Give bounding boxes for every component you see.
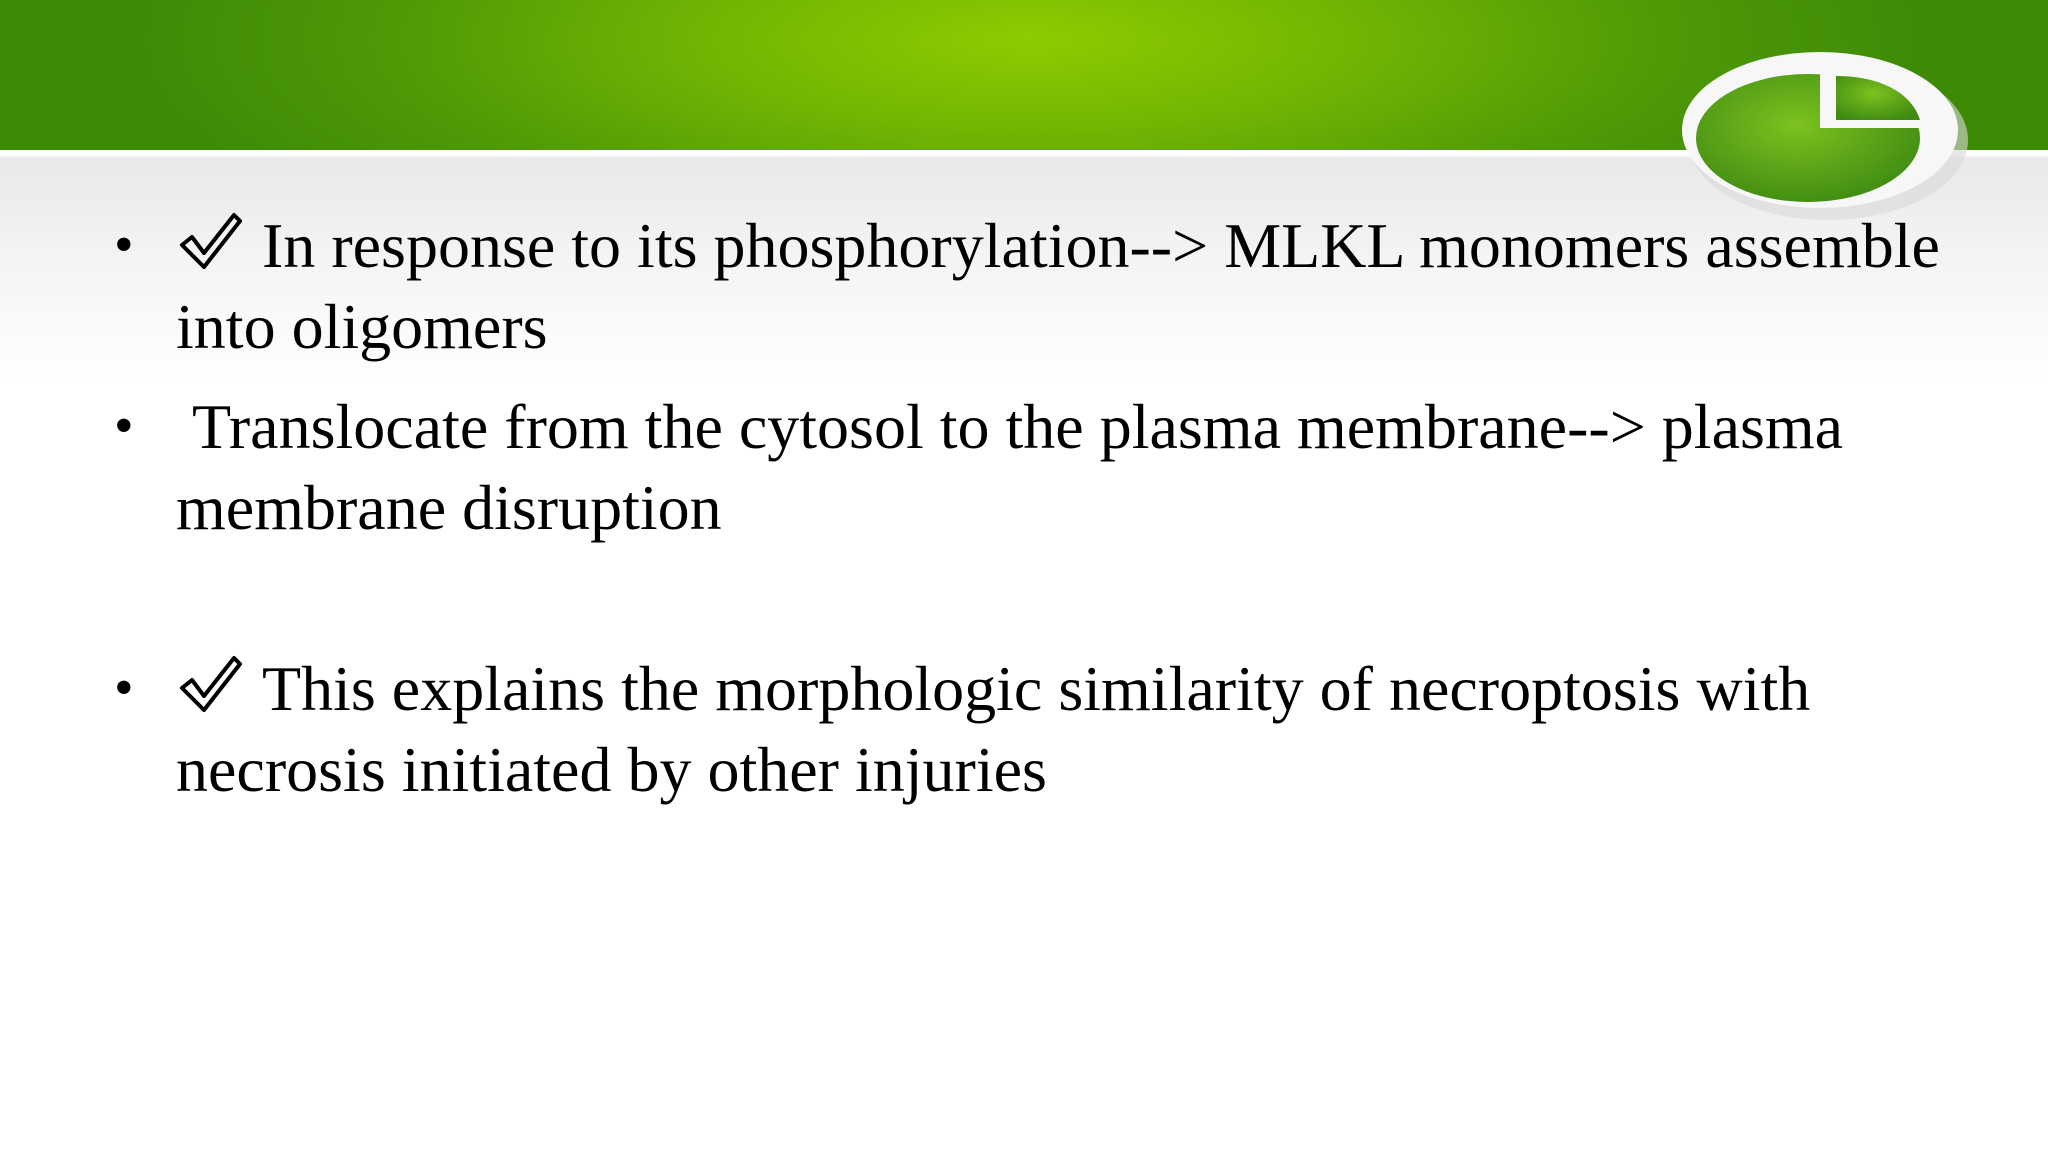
bullet-text: This explains the morphologic similarity of necroptosis with necrosis initiated by other injuries [176,653,1811,805]
bullet-text: Translocate from the cytosol to the plasma membrane--> plasma membrane disruption [176,391,1860,543]
list-item [110,386,1970,548]
checkmark-icon [176,652,244,716]
list-item [110,205,1970,367]
bullet-marker: • [114,657,134,719]
checkmark-icon [176,209,244,273]
bullet-text: In response to its phosphorylation--> MLKL monomers assemble into oligomers [176,210,1940,362]
bullet-marker: • [114,395,134,457]
bullet-marker: • [114,214,134,276]
bullet-list [110,205,1970,810]
list-item [110,648,1970,810]
logo [1670,28,1970,228]
